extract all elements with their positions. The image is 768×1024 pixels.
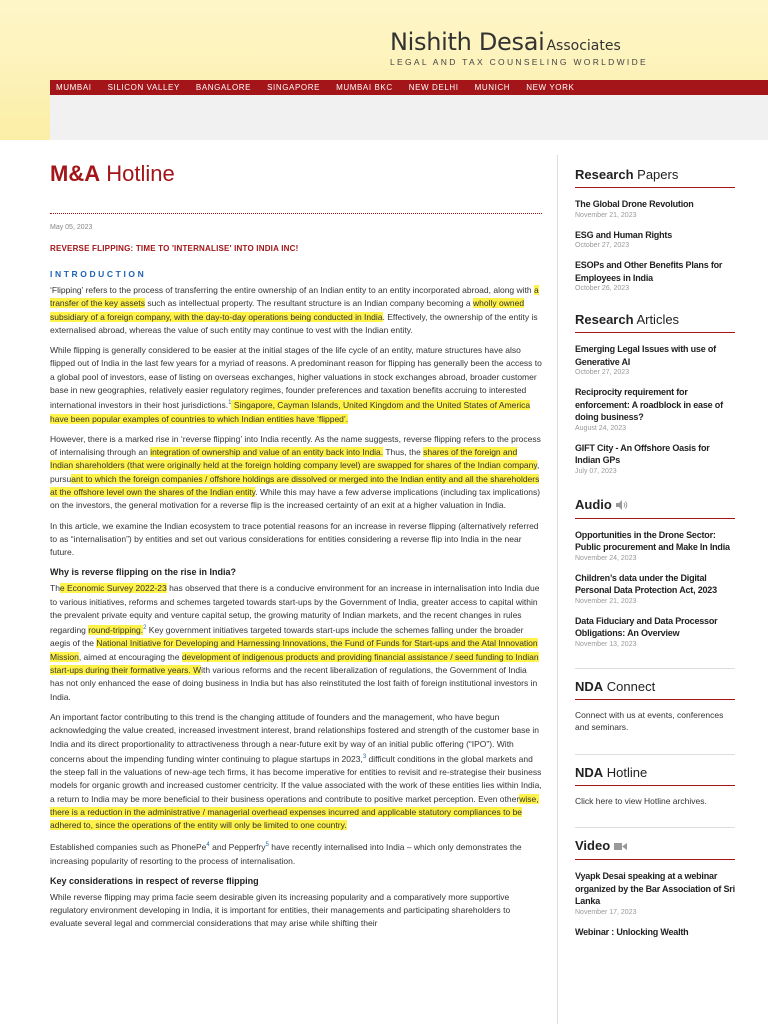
logo-name: Nishith Desai (390, 28, 545, 56)
sidebar-divider (557, 155, 558, 1024)
research-articles-heading[interactable] (575, 312, 735, 333)
sidebar-video-item[interactable] (575, 870, 735, 916)
nav-item-new-york[interactable]: NEW YORK (526, 83, 575, 92)
article-title: REVERSE FLIPPING: TIME TO 'INTERNALISE' INTO INDIA INC! (50, 244, 299, 253)
nav-subbar (50, 95, 768, 140)
hotline-title-bold: M&A (50, 161, 101, 186)
hotline-title-rest: Hotline (100, 161, 175, 186)
p6-text-a: An important factor contributing to this trend is the changing attitude of founders and the management, who have begun acknowledging the value created, increased investment interest, brand relationships fostered and strength of the customer base in India and its direct proportionality to attractiveness through a near-future exit by way of an initial public offering (“IPO”). With concerns about the impending funding winter continuing to plague startups in 2023, (50, 711, 540, 764)
p5-text-c: Key government initiatives targeted towards start-ups include the schemes falling under the broader aegis of the (50, 625, 524, 649)
footnote-ref-5[interactable]: 5 (265, 842, 269, 849)
paper-title[interactable]: ESOPs and Other Benefits Plans for Employees in India (575, 260, 723, 283)
paragraph-4: In this article, we examine the Indian ecosystem to trace potential reasons for an increase in reverse flipping (alternatively referred to as “internalisation”) by entities and set out various considerations for entities considering a reverse flip into India in the near future. (50, 520, 539, 558)
p1-text-b: such as intellectual property. The resultant structure is an Indian company becoming a (144, 298, 474, 309)
sidebar-audio-item[interactable] (575, 615, 735, 648)
article-main (50, 155, 542, 931)
nda-connect-heading-bold: NDA (575, 678, 604, 694)
intro-heading: INTRODUCTION (50, 269, 147, 279)
p6-highlight-1: wise, there is a reduction in the administrative / managerial overhead expenses incurred and applicable statutory compliances to be adhered to, since the operations of the entity will only be limited to one country. (50, 793, 539, 831)
audio-date: November 24, 2023 (575, 554, 637, 562)
article-link-date: July 07, 2023 (575, 467, 617, 475)
nav-item-new-delhi[interactable]: NEW DELHI (408, 83, 459, 92)
paragraph-2 (50, 344, 542, 426)
audio-title[interactable]: Opportunities in the Drone Sector: Public procurement and Make In India (575, 529, 730, 553)
sidebar-article-item[interactable] (575, 386, 735, 432)
sidebar (575, 155, 735, 938)
nda-connect-text[interactable]: Connect with us at events, conferences and seminars. (575, 709, 724, 733)
research-articles-heading-bold: Research (575, 312, 634, 327)
p3-highlight-2: shares of the foreign and Indian shareholders (that were originally held at the foreign holding company level) are swapped for shares of the Indian company (50, 447, 537, 471)
p3-text-c: , pursu (50, 460, 540, 484)
nav-item-silicon-valley[interactable]: SILICON VALLEY (107, 83, 180, 92)
p1-text-c: . Effectively, the ownership of the entity is externalised abroad, whereas the value of such entity may continue to vest with the Indian entity. (50, 311, 538, 335)
audio-heading-bold: Audio (575, 496, 612, 512)
p1-highlight-2: wholly owned subsidiary of a foreign company, with the day-to-day operations being conducted in India (50, 298, 525, 322)
footnote-ref-4[interactable]: 4 (206, 842, 210, 849)
sidebar-audio-item[interactable] (575, 572, 735, 605)
sidebar-article-item[interactable] (575, 343, 735, 376)
nav-item-mumbai-bkc[interactable]: MUMBAI BKC (336, 83, 393, 92)
article-link-title[interactable]: Emerging Legal Issues with use of Generative AI (575, 344, 716, 367)
footnote-ref-1[interactable]: 1 (228, 400, 232, 407)
video-date: November 17, 2023 (575, 908, 637, 916)
video-title[interactable]: Vyapk Desai speaking at a webinar organized by the Bar Association of Sri Lanka (575, 871, 735, 907)
nav-item-mumbai[interactable]: MUMBAI (56, 83, 92, 92)
nda-connect-heading[interactable] (575, 679, 735, 700)
p5-text-a: Th (50, 583, 60, 594)
paragraph-8: While reverse flipping may prima facie seem desirable given its increasing popularity and a comparatively more supportive regulatory environment developing in India, it is important for entities, their managements and participating shareholders to evaluate several legal and commercial considerations that may arise while shifting their (50, 891, 511, 929)
p5-highlight-4: development of indigenous products and providing financial assistance / seed funding to Indian start-ups during their formative years. W (50, 651, 539, 676)
paragraph-1 (50, 284, 542, 337)
nda-hotline-heading[interactable] (575, 765, 735, 786)
paragraph-7 (50, 839, 542, 867)
sidebar-separator (575, 827, 735, 828)
nda-hotline-text[interactable]: Click here to view Hotline archives. (575, 795, 707, 806)
nda-hotline-heading-rest: Hotline (603, 764, 648, 780)
sidebar-paper-item[interactable] (575, 198, 735, 219)
article-link-date: August 24, 2023 (575, 424, 626, 432)
audio-date: November 13, 2023 (575, 640, 637, 648)
paragraph-6 (50, 711, 542, 833)
audio-title[interactable]: Data Fiduciary and Data Processor Obligations: An Overview (575, 615, 718, 639)
p7-text-b: and Pepperfry (209, 842, 266, 853)
nav-item-munich[interactable]: MUNICH (474, 83, 511, 92)
p3-highlight-3: ant to which the foreign companies / offshore holdings are dissolved or merged into the Indian entity and all the shareholders at the offshore level own the shares of the Indian entity (50, 473, 540, 497)
p1-highlight-1: a transfer of the key assets (50, 285, 539, 309)
video-title[interactable]: Webinar : Unlocking Wealth (575, 926, 689, 937)
logo-suffix: Associates (546, 38, 621, 54)
video-heading-bold: Video (575, 838, 611, 854)
p3-text-b: Thus, the (383, 447, 424, 458)
p5-highlight-1: e Economic Survey 2022-23 (59, 583, 167, 594)
paragraph-5 (50, 582, 542, 704)
footnote-ref-2[interactable]: 2 (143, 625, 147, 632)
p1-text-a: ‘Flipping’ refers to the process of transferring the entire ownership of an Indian entity to an entity incorporated abroad, along with (50, 285, 534, 295)
sidebar-paper-item[interactable] (575, 259, 735, 292)
video-heading[interactable] (575, 838, 735, 860)
sidebar-audio-item[interactable] (575, 529, 735, 562)
p5-text-d: , aimed at encouraging the (78, 651, 182, 662)
p5-text-b: has observed that there is a conducive environment for an increase in internalisation into India due to various initiatives, reforms and schemes targeted towards start-ups by the Government of India, greater access to capital within the prevalent private equity and venture capital setup, the growing maturity of Indian markets, and the recent changes in rules regarding (50, 583, 540, 636)
paper-date: October 26, 2023 (575, 285, 630, 292)
nda-connect-heading-rest: Connect (603, 678, 656, 694)
research-papers-heading-rest: Papers (633, 167, 679, 182)
p3-text-a: However, there is a marked rise in ‘reverse flipping’ into India recently. As the name suggests, reverse flipping refers to the process of internalising through an (50, 433, 541, 458)
office-nav (50, 80, 768, 95)
audio-title[interactable]: Children’s data under the Digital Personal Data Protection Act, 2023 (575, 572, 717, 596)
paper-date: November 21, 2023 (575, 211, 637, 219)
title-divider (50, 213, 542, 214)
p7-text-a: Established companies such as PhonePe (50, 842, 207, 853)
speaker-icon (616, 498, 628, 513)
p7-text-c: have recently internalised into India – which only demonstrates the increasing popularity of resorting to the process of internalisation. (50, 842, 522, 866)
paragraph-3 (50, 433, 542, 513)
p2-text-a: While flipping is generally considered to be easier at the initial stages of the life cycle of an entity, mature structures have also flipped out of India in the last few years for a myriad of reasons. A predominant reason for flipping has generally been the access to a global pool of investors, ease of listing on overseas exchanges, higher valuations in stock exchanges abroad, broader customer base in new geographies, relatively easier regulatory regimes, founder preferences and taxation benefits accruing to interested international investors in their host jurisdictions. (50, 345, 542, 411)
paper-title[interactable]: The Global Drone Revolution (575, 199, 694, 209)
why-heading: Why is reverse flipping on the rise in India? (50, 567, 237, 578)
sidebar-separator (575, 754, 735, 755)
sidebar-paper-item[interactable] (575, 229, 735, 250)
nav-item-bangalore[interactable]: BANGALORE (195, 83, 252, 92)
article-link-date: October 27, 2023 (575, 369, 630, 376)
paper-title[interactable]: ESG and Human Rights (575, 229, 673, 240)
p5-highlight-3: National Initiative for Developing and Harnessing Innovations, the Fund of Funds for Start-ups and the Atal Innovation Mission (50, 638, 538, 662)
article-date: May 05, 2023 (50, 224, 93, 231)
p6-text-b: difficult conditions in the global markets and the steep fall in the valuations of new-age tech firms, it has become imperative for entities to revisit and re-strategise their business models for organic growth and increased customer centricity. If the value associated with the work of these entities lies within India, a return to India may be more beneficial to their business operations and contribute to positive market perception. Even other (50, 753, 542, 804)
video-camera-icon (614, 839, 627, 854)
audio-date: November 21, 2023 (575, 597, 637, 605)
audio-heading[interactable] (575, 497, 735, 519)
sidebar-article-item[interactable] (575, 442, 735, 475)
site-logo[interactable] (390, 28, 621, 56)
paper-date: October 27, 2023 (575, 242, 630, 249)
article-link-title[interactable]: Reciprocity requirement for enforcement: A roadblock in ease of doing business? (575, 387, 723, 422)
nda-hotline-heading-bold: NDA (575, 764, 604, 780)
sidebar-separator (575, 668, 735, 669)
research-articles-heading-rest: Articles (633, 312, 680, 327)
research-papers-heading[interactable] (575, 167, 735, 188)
p3-highlight-1: integration of ownership and value of an entity back into India. (150, 447, 384, 458)
footnote-ref-3[interactable]: 3 (362, 753, 367, 760)
sidebar-video-item[interactable] (575, 926, 735, 939)
nav-item-singapore[interactable]: SINGAPORE (267, 83, 321, 92)
p3-text-d: . While this may have a few adverse implications (including tax implications) on the investors, the general motivation for a reverse flip is the increased certainty of an exit at a higher valuation in India. (50, 486, 541, 511)
p5-highlight-2: round-tripping. (88, 625, 144, 636)
p5-text-e: ith various reforms and the recent liberalization of regulations, the Government of India has not only enhanced the ease of doing business in India but has also reinstituted the lost faith of foreign institutional investors in India. (50, 665, 538, 702)
logo-tagline: LEGAL AND TAX COUNSELING WORLDWIDE (390, 57, 648, 67)
article-link-title[interactable]: GIFT City - An Offshore Oasis for Indian GPs (575, 442, 710, 465)
key-considerations-heading: Key considerations in respect of reverse flipping (50, 875, 259, 886)
p2-highlight-1: Singapore, Cayman Islands, United Kingdom and the United States of America have been popular examples of countries to which Indian entities have ‘flipped’. (50, 400, 531, 424)
research-papers-heading-bold: Research (575, 167, 634, 182)
site-header (0, 0, 768, 140)
hotline-title (50, 161, 542, 187)
